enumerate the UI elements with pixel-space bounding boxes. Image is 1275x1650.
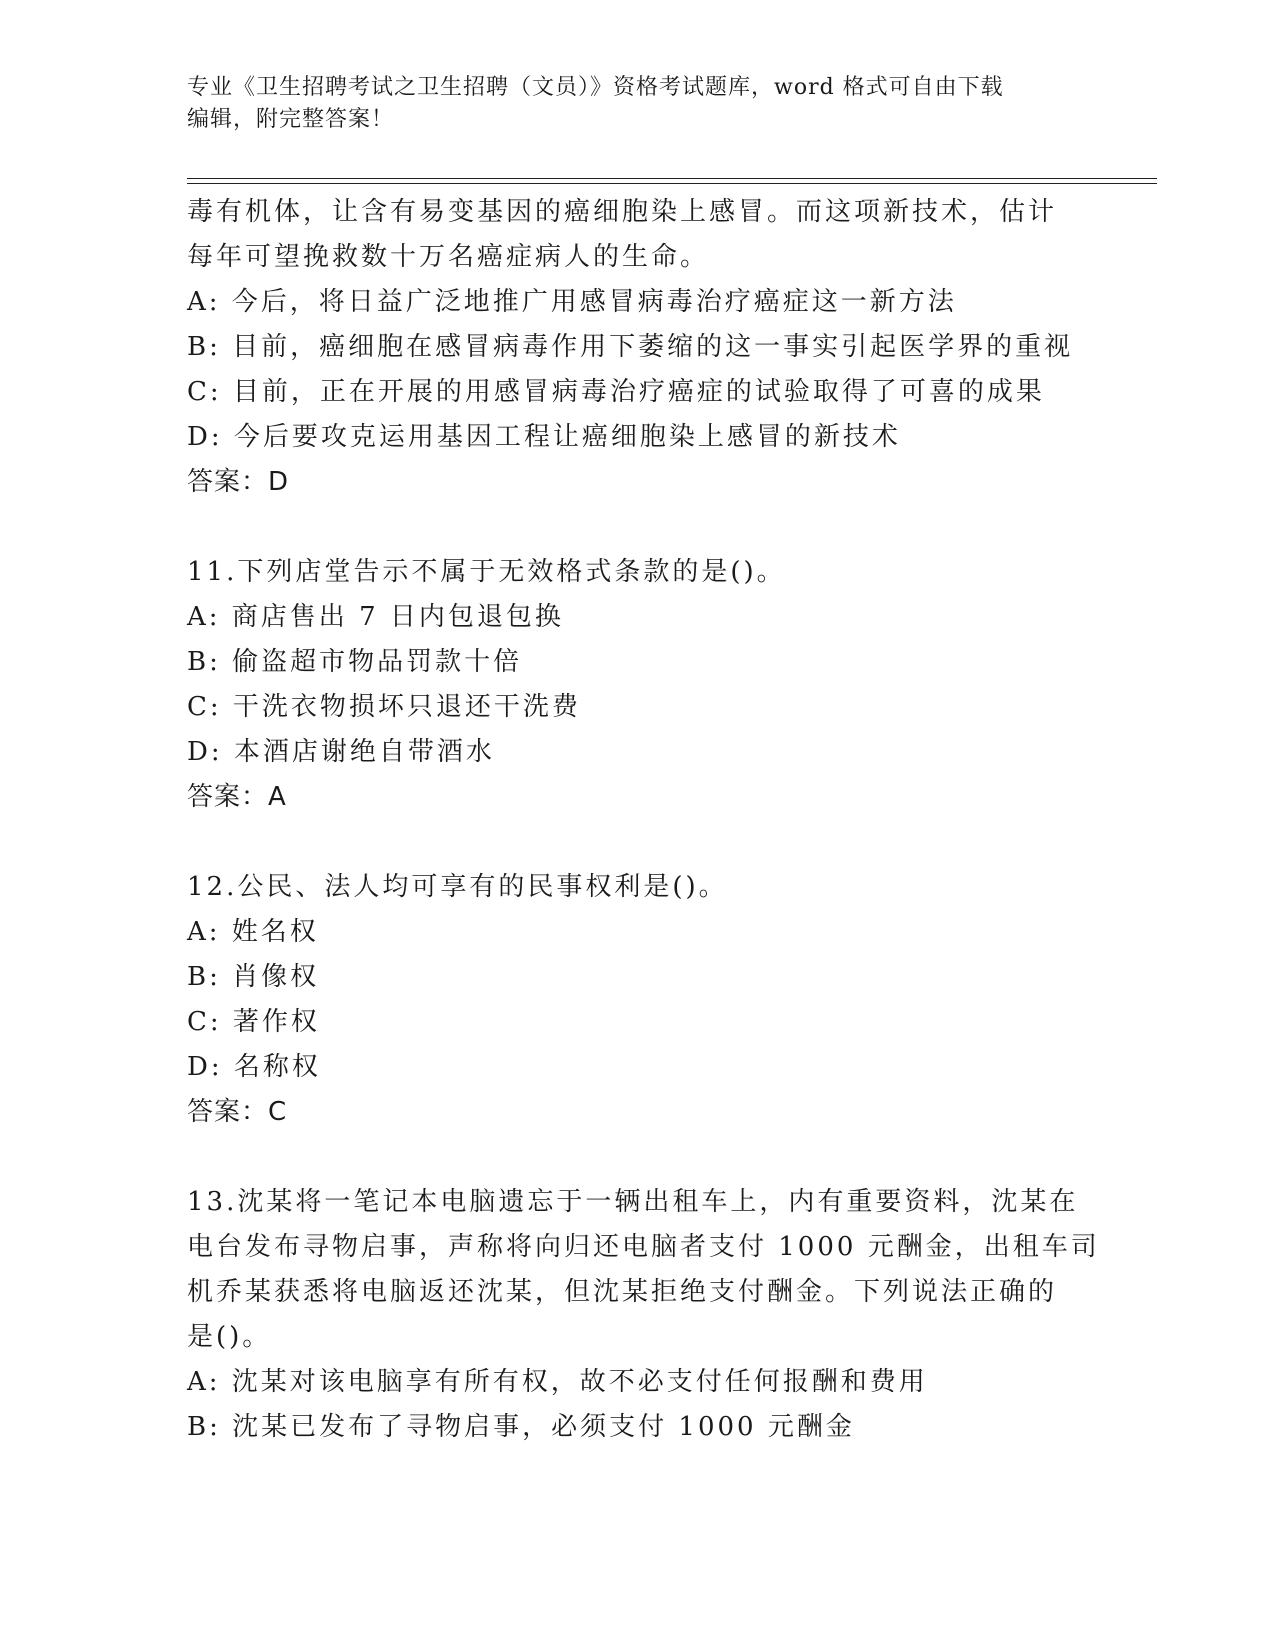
question-stem: 12.公民、法人均可享有的民事权利是()。 [187,872,728,902]
option-c: C: 干洗衣物损坏只退还干洗费 [187,692,581,722]
option-d: D: 名称权 [187,1052,321,1082]
question-stem: 11.下列店堂告示不属于无效格式条款的是()。 [187,557,786,587]
question-stem-line: 机乔某获悉将电脑返还沈某，但沈某拒绝支付酬金。下列说法正确的 [187,1277,1058,1307]
option-a: A: 沈某对该电脑享有所有权，故不必支付任何报酬和费用 [187,1367,928,1397]
option-d: D: 今后要攻克运用基因工程让癌细胞染上感冒的新技术 [187,422,901,452]
answer-line: 答案：A [187,782,287,812]
option-c: C: 目前，正在开展的用感冒病毒治疗癌症的试验取得了可喜的成果 [187,377,1045,407]
question-stem-line: 每年可望挽救数十万名癌症病人的生命。 [187,242,710,272]
option-a: A: 姓名权 [187,917,319,947]
page-header [187,72,1087,136]
option-d: D: 本酒店谢绝自带酒水 [187,737,495,767]
question-12 [187,865,1087,1135]
answer-line: 答案：D [187,467,290,497]
header-line-1: 专业《卫生招聘考试之卫生招聘（文员）》资格考试题库，word 格式可自由下载 [187,75,1004,100]
question-stem-line: 电台发布寻物启事，声称将向归还电脑者支付 1000 元酬金，出租车司 [187,1232,1100,1262]
option-a: A: 商店售出 7 日内包退包换 [187,602,564,632]
option-b: B: 偷盗超市物品罚款十倍 [187,647,523,677]
question-11 [187,550,1087,820]
answer-line: 答案：C [187,1097,288,1127]
header-line-2: 编辑，附完整答案！ [187,107,395,132]
header-divider-bottom [187,183,1157,184]
question-stem-line: 毒有机体，让含有易变基因的癌细胞染上感冒。而这项新技术，估计 [187,197,1058,227]
question-body [187,190,1100,1450]
question-13 [187,1180,1100,1450]
header-divider-top [187,178,1157,179]
option-b: B: 目前，癌细胞在感冒病毒作用下萎缩的这一事实引起医学界的重视 [187,332,1074,362]
question-stem-line: 13.沈某将一笔记本电脑遗忘于一辆出租车上，内有重要资料，沈某在 [187,1187,1079,1217]
option-b: B: 沈某已发布了寻物启事，必须支付 1000 元酬金 [187,1412,855,1442]
option-a: A: 今后，将日益广泛地推广用感冒病毒治疗癌症这一新方法 [187,287,957,317]
question-10-continuation [187,190,1087,505]
question-stem-line: 是()。 [187,1322,272,1352]
option-b: B: 肖像权 [187,962,320,992]
option-c: C: 著作权 [187,1007,320,1037]
